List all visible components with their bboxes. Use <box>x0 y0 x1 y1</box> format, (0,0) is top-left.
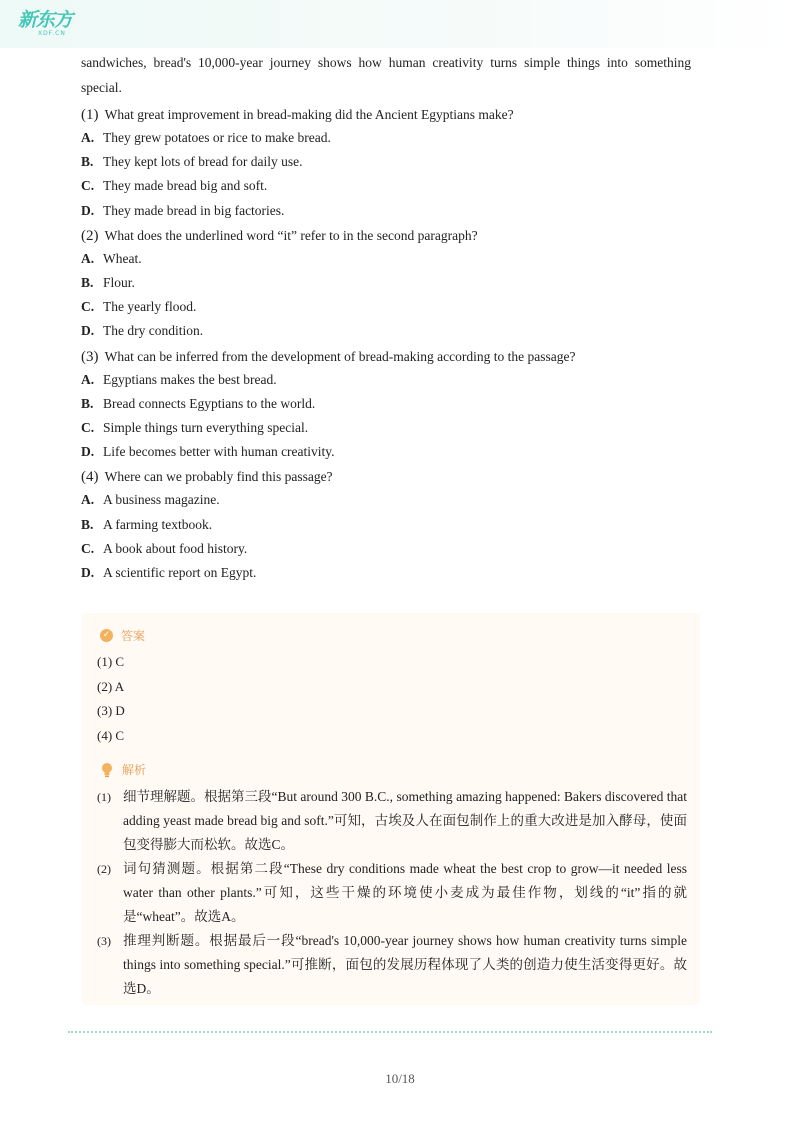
option-item <box>81 295 691 319</box>
option-item <box>81 392 691 416</box>
option-text: A book about food history. <box>103 540 248 556</box>
question-block <box>81 225 691 344</box>
analysis-item <box>97 929 687 1001</box>
brand-logo <box>18 10 78 40</box>
option-letter: A. <box>81 130 95 145</box>
option-text: Simple things turn everything special. <box>103 420 309 436</box>
option-item <box>81 513 691 537</box>
option-item <box>81 126 691 150</box>
analysis-text: 细节理解题。根据第三段“But around 300 B.C., something amazing happened: Bakers discovered that adding yeast made bread big and soft.”可知，古埃及人在面包制作上的重大改进是加入酵母，使面包变得膨大而松软。故选C。 <box>123 789 687 852</box>
option-item <box>81 174 691 198</box>
analysis-number: (1) <box>97 790 111 804</box>
option-letter: D. <box>81 565 95 581</box>
option-item <box>81 440 691 464</box>
option-letter: A. <box>81 492 95 508</box>
option-letter: C. <box>81 299 95 315</box>
analysis-heading <box>100 761 146 778</box>
answer-item: (1) C <box>97 654 125 669</box>
option-text: A farming textbook. <box>103 516 213 532</box>
question-text: What can be inferred from the development of bread-making according to the passage? <box>104 348 576 364</box>
answer-heading <box>100 627 145 644</box>
question-stem <box>81 104 691 126</box>
header-band <box>0 0 800 48</box>
option-text: They made bread in big factories. <box>103 202 285 218</box>
logo-subtext: XDF.CN <box>38 30 66 37</box>
option-text: Bread connects Egyptians to the world. <box>103 395 316 411</box>
option-text: They kept lots of bread for daily use. <box>103 154 303 170</box>
option-letter: B. <box>81 275 94 291</box>
option-text: A scientific report on Egypt. <box>103 565 257 581</box>
option-text: The yearly flood. <box>103 299 197 315</box>
answer-item: (4) C <box>97 727 125 743</box>
option-item <box>81 537 691 561</box>
option-item <box>81 416 691 440</box>
option-item <box>81 247 691 271</box>
option-text: Wheat. <box>103 250 142 266</box>
lightbulb-icon <box>100 762 114 778</box>
question-number: (2) <box>81 227 99 244</box>
option-item <box>81 319 691 343</box>
question-content <box>81 50 691 585</box>
question-stem <box>81 225 691 247</box>
analysis-item <box>97 785 687 857</box>
option-letter: C. <box>81 178 95 194</box>
logo-text: 新东方 <box>18 9 73 31</box>
question-text: What does the underlined word “it” refer to in the second paragraph? <box>104 227 478 243</box>
option-letter: A. <box>81 371 95 387</box>
option-text: Life becomes better with human creativity. <box>103 444 335 460</box>
option-text: Egyptians makes the best bread. <box>103 371 277 387</box>
answer-item: (3) D <box>97 703 125 718</box>
answer-panel <box>82 613 700 1005</box>
answer-title: 答案 <box>121 629 146 643</box>
option-item <box>81 199 691 223</box>
option-letter: B. <box>81 154 94 170</box>
option-item <box>81 368 691 392</box>
option-text: Flour. <box>103 275 135 291</box>
option-letter: B. <box>81 395 94 411</box>
question-block <box>81 466 691 585</box>
option-text: A business magazine. <box>103 492 220 508</box>
question-number: (4) <box>81 469 99 486</box>
analysis-title: 解析 <box>122 763 147 777</box>
option-item <box>81 561 691 585</box>
question-block <box>81 104 691 223</box>
analysis-list <box>97 785 687 1001</box>
option-letter: C. <box>81 420 95 436</box>
analysis-item <box>97 857 687 929</box>
page-number: 10/18 <box>385 1071 415 1086</box>
analysis-number: (2) <box>97 862 111 876</box>
option-letter: D. <box>81 202 95 218</box>
option-letter: A. <box>81 250 95 266</box>
option-letter: C. <box>81 540 95 556</box>
option-text: They grew potatoes or rice to make bread. <box>103 130 331 145</box>
option-text: The dry condition. <box>103 323 204 339</box>
option-item <box>81 150 691 174</box>
option-letter: D. <box>81 444 95 460</box>
analysis-text: 词句猜测题。根据第二段“These dry conditions made wheat the best crop to grow—it needed less water than other plants.”可知，这些干燥的环境使小麦成为最佳作物，划线的“it”指的就是“wheat”。故选A。 <box>123 861 687 924</box>
option-item <box>81 488 691 512</box>
passage-intro: sandwiches, bread's 10,000-year journey shows how human creativity turns simple things into something special. <box>81 55 691 95</box>
analysis-text: 推理判断题。根据最后一段“bread's 10,000-year journey shows how human creativity turns simple things into something special.”可推断，面包的发展历程体现了人类的创造力使生活变得更好。故选D。 <box>123 933 687 996</box>
dotted-divider <box>68 1031 712 1033</box>
question-number: (1) <box>81 107 99 123</box>
option-letter: D. <box>81 323 95 339</box>
answer-list <box>97 650 125 748</box>
analysis-number: (3) <box>97 934 111 948</box>
question-number: (3) <box>81 348 99 365</box>
question-text: What great improvement in bread-making did the Ancient Egyptians make? <box>104 107 514 122</box>
option-letter: B. <box>81 516 94 532</box>
check-badge-icon: ✓ <box>100 629 113 642</box>
answer-item: (2) A <box>97 678 125 694</box>
option-text: They made bread big and soft. <box>103 178 268 194</box>
question-stem <box>81 346 691 368</box>
question-text: Where can we probably find this passage? <box>104 469 333 485</box>
question-block <box>81 346 691 465</box>
question-stem <box>81 466 691 488</box>
option-item <box>81 271 691 295</box>
